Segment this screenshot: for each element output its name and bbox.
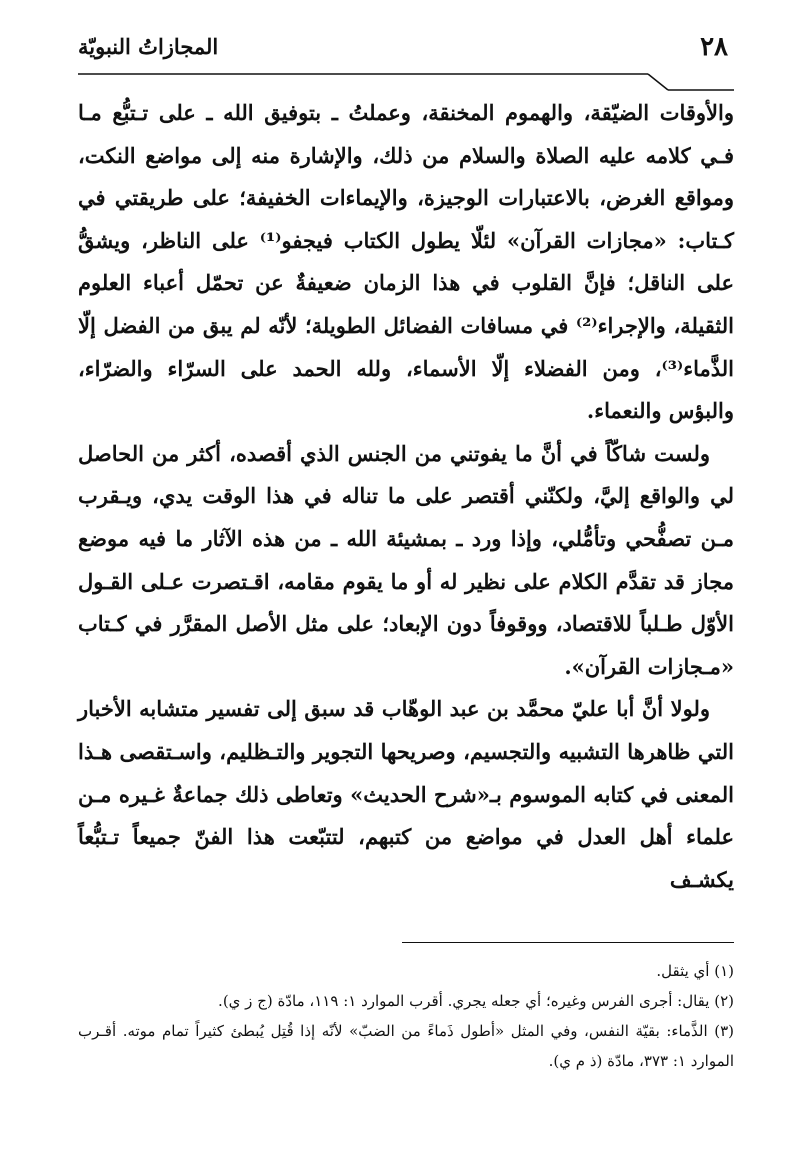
footnote-1: (١) أي يثقل. [656, 962, 734, 980]
paragraph-continued: والأوقات الضيّقة، والهموم المخنقة، وعملتُ ـ بتوفيق الله ـ على تـتبُّع مـا فـي كلامه عليه الصلاة والسلام من ذلك، والإشارة منه إلى مواضع النكت، ومواقع الغرض، بالاعتبارات الوجيزة، والإيماءات الخفيفة؛ على طريقتي في كـتاب: «مجازات القرآن» لئلّا يطول الكتاب فيجفو⁽¹⁾ على الناظر، ويشقُّ على الناقل؛ فإنَّ القلوب في هذا الزمان ضعيفةٌ عن تحمّل أعباء العلوم الثقيلة، والإجراء⁽²⁾ في مسافات الفضائل الطويلة؛ لأنّه لم يبق من الفضل إلّا الذَّماء⁽³⁾، ومن الفضلاء إلّا الأسماء، ولله الحمد على السرّاء والضرّاء، والبؤس والنعماء. [78, 100, 734, 424]
book-title: المجازاتُ النبويّة [78, 34, 219, 59]
page-header [78, 28, 734, 78]
body-text [78, 92, 734, 901]
footnote-separator [402, 942, 734, 943]
paragraph: ولست شاكّاً في أنَّ ما يفوتني من الجنس الذي أقصده، أكثر من الحاصل لي والواقع إليَّ، ولكنّني أقتصر على ما تناله في هذا الوقت يدي، ويـقرب مـن تصفُّحي وتأمُّلي، وإذا ورد ـ بمشيئة الله ـ من هذه الآثار ما فيه موضع مجاز قد تقدَّم الكلام على نظير له أو ما يقوم مقامه، اقـتصرت عـلى القـول الأوّل طـلباً للاقتصاد، ووقوفاً دون الإبعاد؛ على مثل الأصل المقرَّر في كـتاب «مـجازات القرآن». [78, 440, 734, 679]
footnote-3: (٣) الذَّماء: بقيّة النفس، وفي المثل «أطول ذَماءً من الضبّ» لأنّه إذا قُتِل يُبطئ كثيراً تمام موته. أقـرب الموارد ١: ٣٧٣، مادّة (ذ م ي). [78, 1022, 734, 1070]
footnotes [78, 956, 734, 1076]
footnote-2: (٢) يقال: أجرى الفرس وغيره؛ أي جعله يجري. أقرب الموارد ١: ١١٩، مادّة (ج ز ي). [218, 992, 734, 1010]
paragraph: ولولا أنَّ أبا عليّ محمَّد بن عبد الوهّاب قد سبق إلى تفسير متشابه الأخبار التي ظاهرها التشبيه والتجسيم، وصريحها التجوير والتـظليم، واسـتقصى هـذا المعنى في كتابه الموسوم بـ«شرح الحديث» وتعاطى ذلك جماعةٌ غـيره مـن علماء أهل العدل في مواضع من كتبهم، لتتبّعت هذا الفنّ جميعاً تـتبُّعاً يكشـف [78, 696, 734, 892]
page-number: ٢٨ [700, 32, 728, 62]
header-rule [78, 72, 734, 92]
